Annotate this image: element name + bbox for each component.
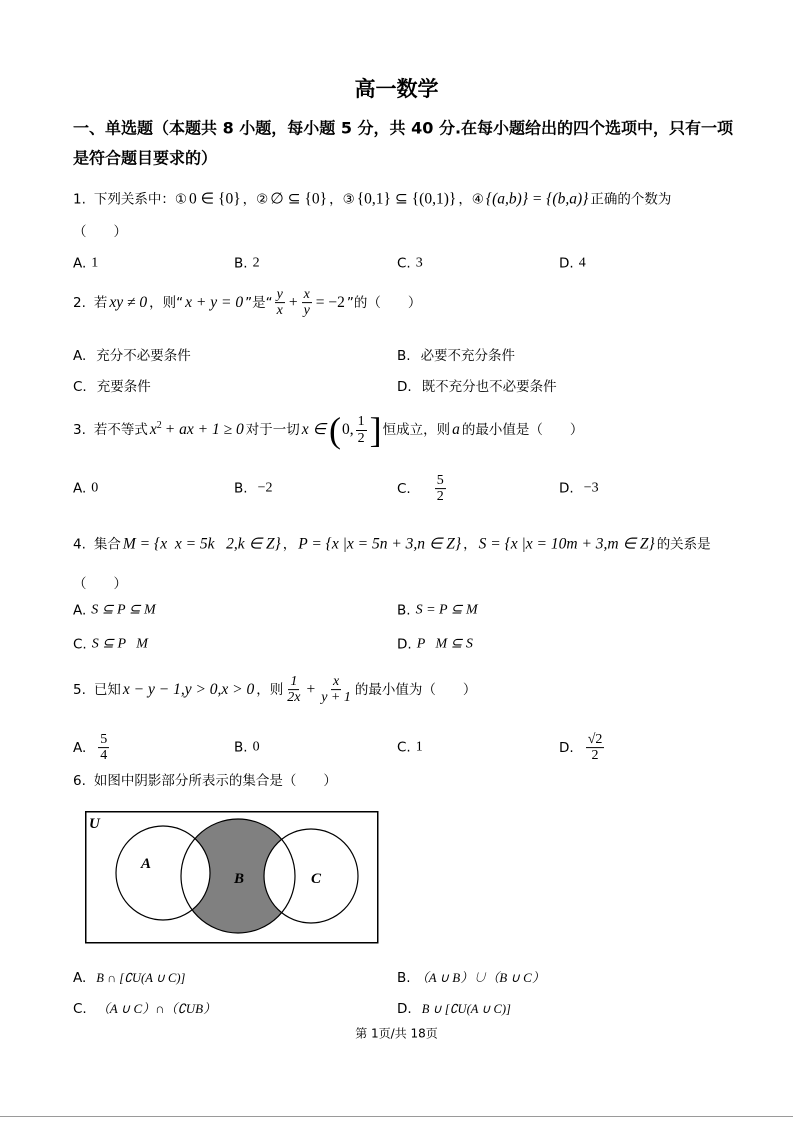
q1-option-d (559, 256, 586, 273)
q4-option-a (73, 603, 156, 620)
math-variable: a (452, 420, 460, 438)
option-label: C. (73, 636, 87, 653)
stem-text: 的关系是 (656, 536, 711, 553)
stem-text: ，则 (256, 681, 284, 698)
q6-option-b (397, 970, 545, 986)
set-definition-s: S = {x |x = 10m + 3,m ∈ Z} (478, 535, 655, 553)
option-value: 充要条件 (96, 378, 151, 395)
option-label: A. (73, 347, 87, 364)
math-expression: = −2 (315, 293, 345, 311)
q5-option-d (559, 732, 606, 764)
fraction (302, 287, 312, 319)
math-expression: 0, (341, 420, 354, 438)
q5-option-a (73, 732, 111, 764)
q2-option-b (397, 348, 515, 364)
fraction-denominator: 2 (591, 748, 599, 764)
q4-option-d (397, 637, 473, 654)
option-label: D. (559, 739, 574, 756)
exponent: 2 (156, 419, 162, 431)
stem-text: 若 (93, 294, 108, 311)
stem-text: ，④ (458, 191, 484, 208)
fraction (285, 674, 302, 706)
option-value: S = P ⊆ M (415, 602, 478, 618)
q6-option-c (73, 1001, 216, 1017)
math-expression: 0 ∈ {0} (189, 190, 241, 208)
option-label: B. (234, 739, 248, 756)
math-inequality (150, 421, 244, 440)
section-header-line-2: 是符合题目要求的） (73, 148, 218, 168)
option-value: 充分不必要条件 (96, 347, 191, 364)
stem-text: 的最小值是（ ） (461, 421, 584, 438)
option-value: （A ∪ C）∩（∁UB） (96, 1001, 217, 1017)
question-2-stem (73, 287, 421, 319)
q2-option-d (397, 379, 557, 395)
q1-option-a (73, 256, 98, 273)
stem-text: ， (463, 536, 477, 553)
option-label: C. (73, 1000, 87, 1017)
option-value: （A ∪ B）∪（B ∪ C） (415, 970, 545, 986)
option-value: 0 (91, 480, 99, 496)
q6-option-d (397, 1001, 511, 1017)
option-value: 1 (415, 739, 423, 755)
q3-option-d (559, 481, 599, 498)
q3-option-c (397, 473, 448, 505)
math-expression: x − y − 1,y > 0,x > 0 (122, 680, 255, 698)
fraction-numerator: 1 (357, 414, 365, 430)
option-value: 4 (578, 255, 586, 271)
page-title: 高一数学 (354, 77, 439, 101)
question-number: 2. (73, 294, 86, 311)
fraction-numerator: 1 (290, 674, 298, 690)
q2-option-a (73, 348, 191, 364)
option-value: −2 (257, 480, 273, 496)
question-6-stem (73, 773, 337, 789)
q4-option-c (73, 637, 148, 654)
question-1-stem (73, 191, 671, 210)
option-label: B. (234, 255, 248, 272)
option-label: D. (397, 378, 412, 395)
fraction-denominator: x (276, 303, 283, 319)
stem-text: 下列关系中：① (93, 191, 187, 208)
math-expression: ∅ ⊆ {0} (270, 190, 328, 208)
q4-option-b (397, 603, 478, 620)
fraction (435, 473, 446, 505)
stem-text: ，③ (329, 191, 355, 208)
stem-text: 对于一切 (245, 421, 300, 438)
fraction-numerator: x (332, 674, 340, 690)
q5-option-b (234, 740, 260, 757)
math-expression: {0,1} ⊆ {(0,1)} (356, 190, 457, 208)
fraction (98, 732, 109, 764)
fraction-numerator: 5 (100, 732, 108, 748)
plus-sign: + (288, 293, 298, 311)
option-value: 3 (415, 255, 423, 271)
fraction-denominator: 4 (100, 748, 108, 764)
stem-text: ”是“ (245, 294, 273, 311)
fraction-denominator: y (303, 303, 310, 319)
question-number: 1. (73, 191, 86, 208)
option-label: A. (73, 255, 87, 272)
option-value: B ∪ [∁U(A ∪ C)] (421, 1001, 511, 1016)
q1-option-b (234, 256, 260, 273)
option-value: S ⊆ P M (91, 636, 148, 652)
option-value: 1 (91, 255, 99, 271)
fraction-denominator: 2 (357, 430, 365, 446)
open-parenthesis: ( (328, 410, 341, 450)
option-value: −3 (583, 480, 599, 496)
fraction-numerator: √2 (587, 732, 603, 748)
answer-parentheses: （ ） (73, 223, 127, 240)
stem-text: 的最小值为（ ） (354, 681, 477, 698)
option-label: C. (73, 378, 87, 395)
stem-text: 恒成立，则 (382, 421, 451, 438)
page-bottom-rule (0, 1116, 793, 1117)
q3-option-b (234, 481, 272, 498)
fraction-denominator: y + 1 (321, 690, 351, 706)
math-expression: x ∈ (301, 420, 326, 438)
stem-text: ，② (242, 191, 269, 208)
set-definition-p: P = {x |x = 5n + 3,n ∈ Z} (298, 535, 462, 553)
plus-sign: + (306, 680, 316, 698)
option-value: P M ⊆ S (416, 636, 473, 652)
question-number: 4. (73, 536, 86, 553)
option-label: D. (397, 636, 412, 653)
stem-text: ”的（ ） (346, 294, 422, 311)
question-4-stem (73, 536, 711, 555)
option-value: B ∩ [∁U(A ∪ C)] (96, 970, 186, 985)
option-value: 必要不充分条件 (420, 347, 516, 364)
math-expression: xy ≠ 0 (109, 293, 148, 311)
q2-option-c (73, 379, 151, 395)
option-label: B. (397, 969, 411, 986)
option-label: C. (397, 255, 411, 272)
fraction (275, 287, 285, 319)
option-value: 既不充分也不必要条件 (421, 378, 557, 395)
q6-option-a (73, 970, 185, 986)
stem-text: 若不等式 (93, 421, 148, 438)
fraction-denominator: 2x (287, 690, 301, 706)
universe-label: U (89, 816, 100, 832)
option-label: A. (73, 480, 87, 497)
stem-text: ，则“ (149, 294, 184, 311)
section-header-line-1: 一、单选题（本题共 8 小题，每小题 5 分，共 40 分.在每小题给出的四个选项中，只有一项 (73, 118, 734, 138)
stem-text: 已知 (93, 681, 121, 698)
fraction-denominator: 2 (436, 489, 444, 505)
stem-text: 集合 (93, 536, 121, 553)
fraction (319, 674, 353, 706)
set-a-label: A (140, 856, 152, 872)
math-expression: + ax + 1 ≥ 0 (164, 420, 244, 438)
close-bracket: ] (369, 410, 382, 450)
fraction-numerator: y (276, 287, 283, 303)
option-label: B. (397, 602, 411, 619)
stem-text: 正确的个数为 (590, 191, 672, 208)
option-label: C. (397, 739, 411, 756)
option-value: 2 (252, 255, 260, 271)
option-label: A. (73, 602, 87, 619)
q3-option-a (73, 481, 98, 498)
math-expression: x + y = 0 (185, 293, 244, 311)
fraction-numerator: 5 (436, 473, 444, 489)
question-3-stem (73, 412, 583, 448)
option-label: D. (559, 480, 574, 497)
option-value: 0 (252, 739, 260, 755)
option-label: B. (234, 480, 248, 497)
set-definition-m: M = {x x = 5k 2,k ∈ Z} (122, 535, 281, 553)
option-label: C. (397, 480, 411, 497)
q1-option-c (397, 256, 423, 273)
fraction-numerator: x (303, 287, 310, 303)
question-number: 6. (73, 772, 86, 789)
option-label: B. (397, 347, 411, 364)
math-variable: x (149, 420, 157, 438)
stem-text: 如图中阴影部分所表示的集合是（ ） (93, 772, 337, 789)
option-label: D. (559, 255, 574, 272)
page-footer: 第 1页/共 18页 (355, 1026, 438, 1041)
question-number: 5. (73, 681, 86, 698)
option-label: D. (397, 1000, 412, 1017)
option-label: A. (73, 969, 87, 986)
fraction (356, 414, 367, 446)
venn-diagram (85, 811, 379, 944)
answer-parentheses: （ ） (73, 575, 127, 592)
question-number: 3. (73, 421, 86, 438)
option-label: A. (73, 739, 87, 756)
math-expression: {(a,b)} = {(b,a)} (485, 190, 589, 208)
stem-text: ， (282, 536, 297, 553)
set-b-label: B (233, 871, 245, 887)
q5-option-c (397, 740, 423, 757)
question-5-stem (73, 674, 476, 706)
fraction (586, 732, 605, 764)
set-c-label: C (310, 871, 322, 887)
option-value: S ⊆ P ⊆ M (91, 602, 156, 618)
